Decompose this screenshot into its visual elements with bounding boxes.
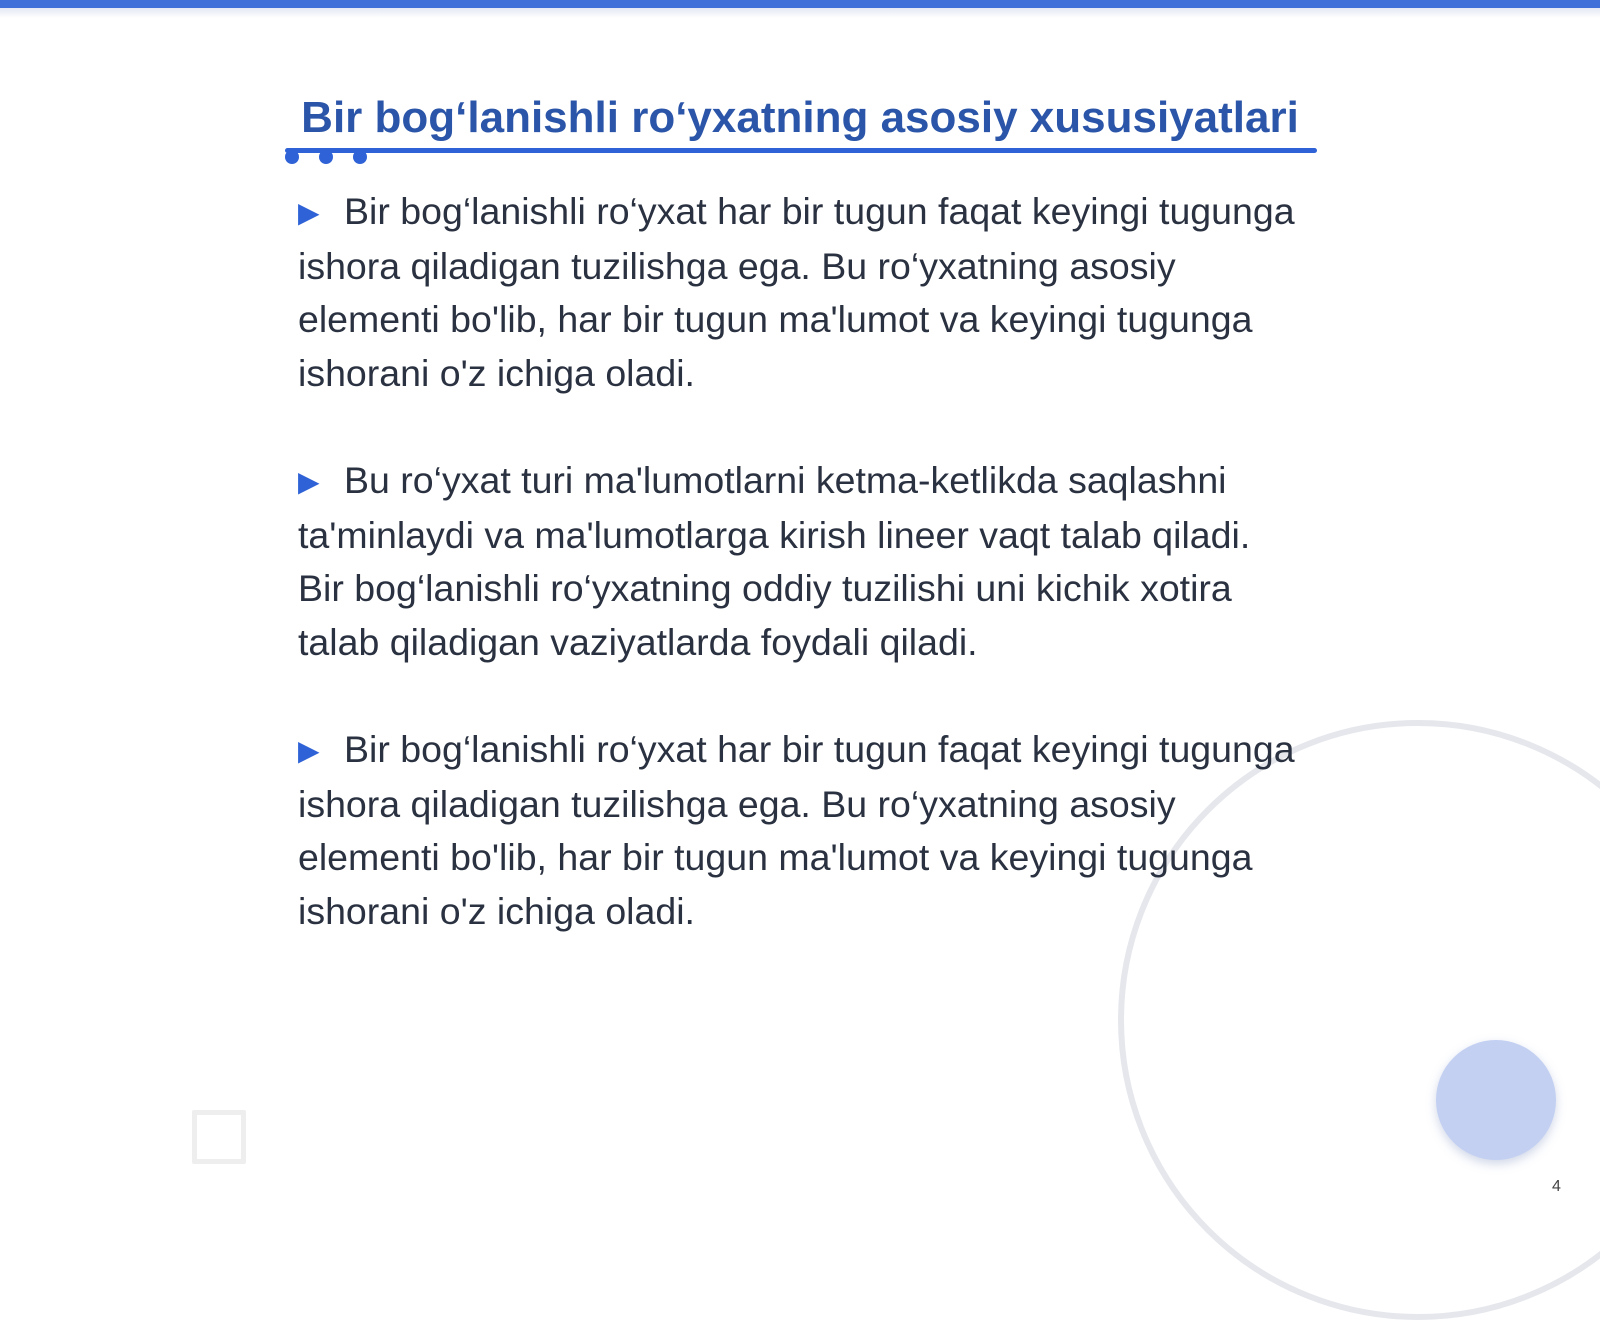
triangle-right-icon: ▶: [298, 466, 320, 497]
top-bar-shadow: [0, 8, 1600, 18]
top-accent-bar: [0, 0, 1600, 8]
bullet-text: Bu ro‘yxat turi ma'lumotlarni ketma-ketlikda saqlashni ta'minlaydi va ma'lumotlarga kirish lineer vaqt talab qiladi. Bir bog‘lanishli ro‘yxatning oddiy tuzilishi uni kichik xotira talab qiladigan vaziyatlarda foydali qiladi.: [298, 459, 1251, 663]
title-dot: [285, 150, 299, 164]
title-underline: [285, 148, 1317, 153]
slide-body: [298, 185, 1298, 992]
page-number: 4: [1552, 1178, 1561, 1195]
triangle-right-icon: ▶: [298, 197, 320, 228]
bullet-text: Bir bog‘lanishli ro‘yxat har bir tugun faqat keyingi tugunga ishora qiladigan tuzilishga ega. Bu ro‘yxatning asosiy elementi bo'lib, har bir tugun ma'lumot va keyingi tugunga ishorani o'z ichiga oladi.: [298, 728, 1295, 932]
bullet-paragraph: [298, 185, 1298, 400]
slide-title: Bir bog‘lanishli ro‘yxatning asosiy xususiyatlari: [301, 93, 1299, 142]
title-dot: [353, 150, 367, 164]
bullet-paragraph: [298, 723, 1298, 938]
bullet-paragraph: [298, 454, 1298, 669]
title-dot: [319, 150, 333, 164]
decorative-orb: [1436, 1040, 1556, 1160]
bullet-text: Bir bog‘lanishli ro‘yxat har bir tugun faqat keyingi tugunga ishora qiladigan tuzilishga ega. Bu ro‘yxatning asosiy elementi bo'lib, har bir tugun ma'lumot va keyingi tugunga ishorani o'z ichiga oladi.: [298, 190, 1295, 394]
triangle-right-icon: ▶: [298, 735, 320, 766]
decorative-square: [192, 1110, 246, 1164]
